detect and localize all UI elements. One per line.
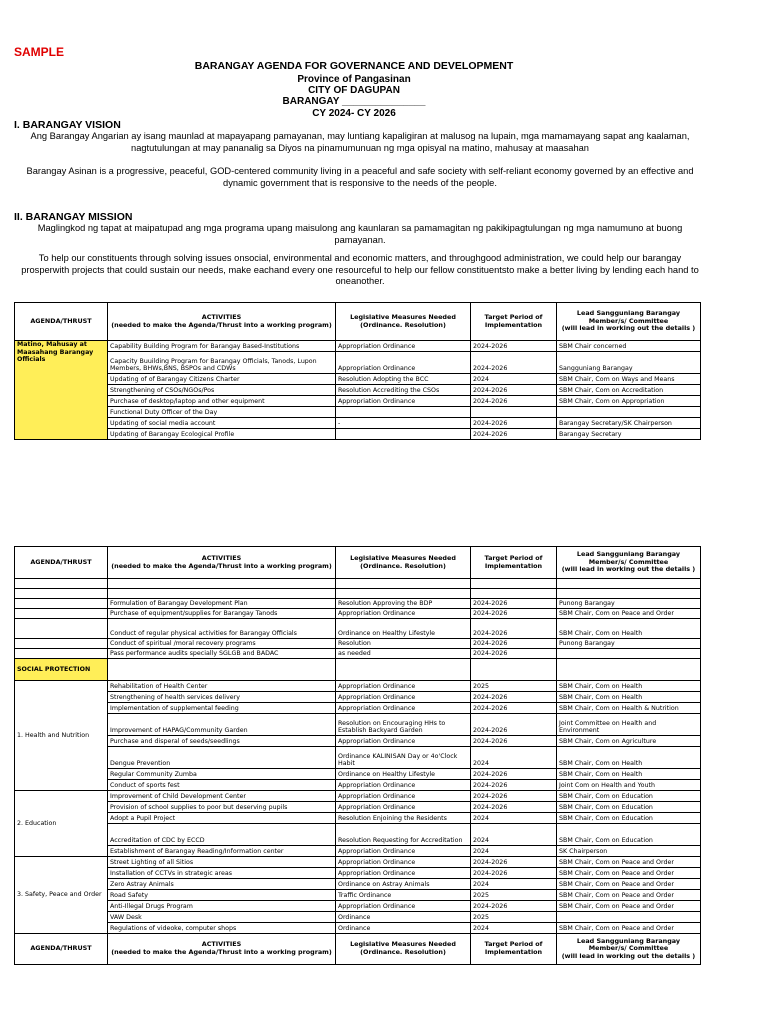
mission-english: To help our constituents through solving issues onsocial, environmental and economic matters, and throughgood administration, we could help our barangay prosperwith projects that could sustain our needs, make eachand every one resourceful to help our fellow constituentsto make a better living by lending each hand to oneanother. [21,253,699,286]
col-target: Target Period of Implementation [471,934,557,965]
legislative-cell: Ordinance on Astray Animals [336,879,471,890]
period-line: CY 2024- CY 2026 [312,108,396,119]
lead-cell [557,407,701,418]
target-cell: 2024-2026 [471,352,557,374]
table-row [15,639,701,649]
legislative-cell: Appropriation Ordinance [336,736,471,747]
col-agenda: AGENDA/THRUST [15,547,108,579]
table-row [15,396,701,407]
table-row [15,747,701,769]
table-row [15,857,701,868]
table-row [15,846,701,857]
lead-cell: SBM Chair, Com on Peace and Order [557,868,701,879]
legislative-cell [336,429,471,440]
table-row [15,619,701,639]
activity-cell: Improvement of Child Development Center [108,791,336,802]
target-cell: 2024-2026 [471,791,557,802]
social-protection-row [15,659,701,681]
lead-cell: Joint Committee on Health and Environment [557,714,701,736]
table-row [15,813,701,824]
legislative-cell: Appropriation Ordinance [336,780,471,791]
lead-cell: SBM Chair, Com on Health [557,681,701,692]
legislative-cell: as needed [336,649,471,659]
activity-cell: Improvement of HAPAG/Community Garden [108,714,336,736]
table-row [15,692,701,703]
activity-cell: Capacity Buuilding Program for Barangay Officials, Tanods, Lupon Members, BHWs,BNS, BSPOs and CDWs [108,352,336,374]
legislative-cell: Appropriation Ordinance [336,703,471,714]
activity-cell: Formulation of Barangay Development Plan [108,599,336,609]
lead-cell: SBM Chair, Com on Peace and Order [557,609,701,619]
sample-label: SAMPLE [14,45,65,59]
legislative-cell: Appropriation Ordinance [336,901,471,912]
table-row [15,802,701,813]
table-row [15,736,701,747]
legislative-cell: Appropriation Ordinance [336,609,471,619]
legislative-cell: Resolution Accrediting the CSOs [336,385,471,396]
target-cell: 2024-2026 [471,609,557,619]
col-activities: ACTIVITIES (needed to make the Agenda/Thrust into a working program) [108,303,336,341]
activity-cell: Functional Duty Officer of the Day [108,407,336,418]
target-cell: 2024-2026 [471,714,557,736]
lead-cell: SBM Chair, Com on Peace and Order [557,901,701,912]
lead-cell: SBM Chair, Com on Health [557,747,701,769]
activity-cell: Conduct of spiritual /moral recovery programs [108,639,336,649]
target-cell: 2024-2026 [471,396,557,407]
legislative-cell: Appropriation Ordinance [336,802,471,813]
barangay-line: BARANGAY _______________ [282,96,426,107]
lead-cell: SBM Chair, Com on Ways and Means [557,374,701,385]
agenda-thrust-cell [15,599,108,609]
target-cell: 2025 [471,912,557,923]
activity-cell: Provision of school supplies to poor but deserving pupils [108,802,336,813]
vision-heading: I. BARANGAY VISION [14,119,121,131]
lead-cell: SK Chairperson [557,846,701,857]
lead-cell: SBM Chair concerned [557,341,701,352]
agenda-thrust-cell [15,619,108,639]
target-cell: 2024-2026 [471,619,557,639]
lead-cell: SBM Chair, Com on Appropriation [557,396,701,407]
province-line: Province of Pangasinan [297,74,411,85]
col-legislative: Legislative Measures Needed (Ordinance. Resolution) [336,934,471,965]
legislative-cell: Appropriation Ordinance [336,396,471,407]
target-cell: 2024-2026 [471,341,557,352]
activity-cell: Updating of Barangay Ecological Profile [108,429,336,440]
activity-cell: Implementation of supplemental feeding [108,703,336,714]
table-row [15,901,701,912]
target-cell: 2024-2026 [471,780,557,791]
mission-heading: II. BARANGAY MISSION [14,211,133,223]
table-row [15,352,701,374]
activity-cell: Dengue Prevention [108,747,336,769]
table-row [15,429,701,440]
target-cell: 2024 [471,824,557,846]
target-cell: 2024-2026 [471,868,557,879]
col-legislative: Legislative Measures Needed (Ordinance. Resolution) [336,303,471,341]
target-cell: 2024-2026 [471,385,557,396]
target-cell: 2024-2026 [471,639,557,649]
legislative-cell: Appropriation Ordinance [336,846,471,857]
target-cell: 2024-2026 [471,692,557,703]
table-row [15,374,701,385]
activity-cell: Updating of social media account [108,418,336,429]
legislative-cell: Appropriation Ordinance [336,681,471,692]
table-row [15,681,701,692]
target-cell: 2024-2026 [471,769,557,780]
table-row [15,923,701,934]
mission-filipino: Maglingkod ng tapat at maipatupad ang mga programa upang maisulong ang kaunlaran sa pamamagitan ng pakikipagtulungan ng mga namumuno at buong pamayanan. [37,223,683,245]
target-cell: 2024-2026 [471,736,557,747]
target-cell: 2024-2026 [471,649,557,659]
activity-cell: Capability Building Program for Barangay Based-Institutions [108,341,336,352]
legislative-cell: Ordinance KALINISAN Day or 4o'Clock Habit [336,747,471,769]
activity-cell: Strengthening of CSOs/NGOs/Pos [108,385,336,396]
target-cell: 2024 [471,923,557,934]
table-row [15,769,701,780]
legislative-cell: Resolution Requesting for Accreditation [336,824,471,846]
table-header-row [15,303,701,341]
table-row [15,599,701,609]
activity-cell: Zero Astray Animals [108,879,336,890]
target-cell: 2024-2026 [471,418,557,429]
agenda-thrust-cell [15,609,108,619]
target-cell: 2024 [471,374,557,385]
activity-cell: Strengthening of health services delivery [108,692,336,703]
table-row [15,890,701,901]
activity-cell: Regular Community Zumba [108,769,336,780]
agenda-thrust-cell: 1. Health and Nutrition [15,681,108,791]
col-agenda: AGENDA/THRUST [15,934,108,965]
activity-cell: Street Lighting of all Sitios [108,857,336,868]
activity-cell: Regulations of videoke, computer shops [108,923,336,934]
target-cell: 2024 [471,846,557,857]
activity-cell: Rehabilitation of Health Center [108,681,336,692]
legislative-cell: Appropriation Ordinance [336,692,471,703]
legislative-cell: - [336,418,471,429]
target-cell: 2024-2026 [471,901,557,912]
table-row [15,879,701,890]
table-footer-header-row [15,934,701,965]
lead-cell: SBM Chair, Com on Peace and Order [557,923,701,934]
table-row [15,609,701,619]
legislative-cell: Resolution [336,639,471,649]
agenda-thrust-cell [15,639,108,649]
target-cell: 2024 [471,813,557,824]
activity-cell: Conduct of regular physical activities for Barangay Officials [108,619,336,639]
target-cell: 2024-2026 [471,802,557,813]
col-lead: Lead Sangguniang Barangay Member/s/ Committee (will lead in working out the details ) [557,547,701,579]
legislative-cell: Ordinance on Healthy Lifestyle [336,769,471,780]
activity-cell: Adopt a Pupil Project [108,813,336,824]
target-cell: 2024 [471,747,557,769]
activity-cell: Purchase and disperal of seeds/seedlings [108,736,336,747]
lead-cell [557,649,701,659]
lead-cell: SBM Chair, Com on Health & Nutrition [557,703,701,714]
col-activities: ACTIVITIES (needed to make the Agenda/Thrust into a working program) [108,547,336,579]
table-row [15,407,701,418]
lead-cell: SBM Chair, Com on Health [557,692,701,703]
activity-cell: Updating of of Barangay Citizens Charter [108,374,336,385]
agenda-thrust-cell: 2. Education [15,791,108,857]
legislative-cell: Resolution Approving the BDP [336,599,471,609]
lead-cell: Barangay Secretary/SK Chairperson [557,418,701,429]
col-target: Target Period of Implementation [471,303,557,341]
table-row [15,341,701,352]
lead-cell: SBM Chair, Com on Health [557,619,701,639]
table-row [15,714,701,736]
col-lead: Lead Sangguniang Barangay Member/s/ Committee (will lead in working out the details ) [557,303,701,341]
activity-cell: Road Safety [108,890,336,901]
table-row [15,703,701,714]
agenda-table-1 [14,302,701,440]
legislative-cell: Ordinance [336,923,471,934]
legislative-cell: Ordinance on Healthy Lifestyle [336,619,471,639]
table-row [15,780,701,791]
blank-row [15,589,701,599]
activity-cell: VAW Desk [108,912,336,923]
lead-cell: SBM Chair, Com on Education [557,813,701,824]
activity-cell: Establishment of Barangay Reading/Information center [108,846,336,857]
table-row [15,824,701,846]
activity-cell: Accreditation of CDC by ECCD [108,824,336,846]
legislative-cell: Resolution on Encouraging HHs to Establish Backyard Garden [336,714,471,736]
lead-cell: SBM Chair, Com on Peace and Order [557,879,701,890]
agenda-thrust-cell: 3. Safety, Peace and Order [15,857,108,934]
lead-cell: SBM Chair, Com on Peace and Order [557,890,701,901]
legislative-cell: Resolution Enjoining the Residents [336,813,471,824]
legislative-cell: Appropriation Ordinance [336,352,471,374]
col-lead: Lead Sangguniang Barangay Member/s/ Committee (will lead in working out the details ) [557,934,701,965]
activity-cell: Conduct of sports fest [108,780,336,791]
col-agenda: AGENDA/THRUST [15,303,108,341]
table-row [15,385,701,396]
legislative-cell: Appropriation Ordinance [336,341,471,352]
agenda-table-2 [14,546,701,965]
activity-cell: Pass performance audits specially SGLGB and BADAC [108,649,336,659]
target-cell: 2024-2026 [471,429,557,440]
col-activities: ACTIVITIES (needed to make the Agenda/Thrust into a working program) [108,934,336,965]
lead-cell: Barangay Secretary [557,429,701,440]
target-cell: 2025 [471,890,557,901]
legislative-cell: Resolution Adopting the BCC [336,374,471,385]
target-cell: 2024 [471,879,557,890]
legislative-cell: Traffic Ordinance [336,890,471,901]
lead-cell: Sangguniang Barangay [557,352,701,374]
target-cell: 2024-2026 [471,857,557,868]
lead-cell: SBM Chair, Com on Agriculture [557,736,701,747]
table-row [15,912,701,923]
table-row [15,791,701,802]
agenda-thrust-cell [15,649,108,659]
social-protection-label: SOCIAL PROTECTION [15,659,108,681]
col-target: Target Period of Implementation [471,547,557,579]
target-cell [471,407,557,418]
table-row [15,868,701,879]
blank-row [15,579,701,589]
vision-english: Barangay Asinan is a progressive, peaceful, GOD-centered community living in a peaceful and safe society with self-reliant economy governed by an effective and dynamic government that is responsive to the needs of the people. [26,166,694,188]
col-legislative: Legislative Measures Needed (Ordinance. Resolution) [336,547,471,579]
lead-cell: Punong Barangay [557,599,701,609]
lead-cell: SBM Chair, Com on Education [557,802,701,813]
lead-cell: SBM Chair, Com on Education [557,824,701,846]
table-row [15,418,701,429]
lead-cell: Joint Com on Health and Youth [557,780,701,791]
lead-cell: SBM Chair, Com on Peace and Order [557,857,701,868]
lead-cell: SBM Chair, Com on Education [557,791,701,802]
legislative-cell [336,407,471,418]
vision-filipino: Ang Barangay Angarian ay isang maunlad at mapayapang pamayanan, may luntiang kapaligiran at malusog na lupain, mga mamamayang sapat ang kaalaman, nagtutulungan at may pananalig sa Diyos na pinamumunuan ng mga opisyal na matino, mahusay at maasahan [30,131,690,153]
table-row [15,649,701,659]
lead-cell: Punong Barangay [557,639,701,649]
target-cell: 2025 [471,681,557,692]
lead-cell: SBM Chair, Com on Accreditation [557,385,701,396]
target-cell: 2024-2026 [471,703,557,714]
table-header-row [15,547,701,579]
activity-cell: Installation of CCTVs in strategic areas [108,868,336,879]
legislative-cell: Appropriation Ordinance [336,791,471,802]
lead-cell: SBM Chair, Com on Health [557,769,701,780]
activity-cell: Anti-Illegal Drugs Program [108,901,336,912]
agenda-thrust-cell: Matino, Mahusay at Maasahang Barangay Officials [15,341,108,440]
document-title: BARANGAY AGENDA FOR GOVERNANCE AND DEVELOPMENT [194,60,514,72]
legislative-cell: Appropriation Ordinance [336,857,471,868]
activity-cell: Purchase of desktop/laptop and other equipment [108,396,336,407]
city-line: CITY OF DAGUPAN [308,85,400,96]
legislative-cell: Ordinance [336,912,471,923]
lead-cell [557,912,701,923]
activity-cell: Purchase of equipment/supplies for Barangay Tanods [108,609,336,619]
legislative-cell: Appropriation Ordinance [336,868,471,879]
target-cell: 2024-2026 [471,599,557,609]
